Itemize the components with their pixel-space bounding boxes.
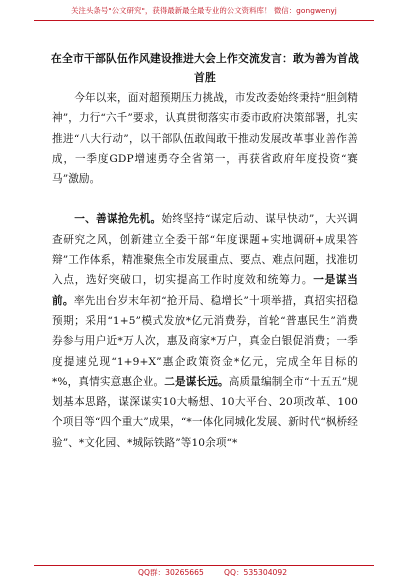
footer-qq-contact: QQ：535304092 <box>224 568 288 577</box>
subpoint-label: 二是谋长远。 <box>164 375 229 388</box>
header-banner <box>0 0 408 20</box>
header-divider <box>34 20 374 21</box>
subpoint-label: 一是谋当前。 <box>52 274 358 307</box>
document-body <box>52 88 358 453</box>
paragraph-intro: 今年以来，面对超预期压力挑战，市发改委始终秉持“胆剑精神”，力行“六千”要求，认真贯彻落实市委市政府决策部署，扎实推进“八大行动”，以干部队伍敢闯敢干推动发展改革事业善作善成，一季度GDP增速勇夺全省第一，再获省政府年度投资“赛马”激励。 <box>52 92 358 186</box>
footer-qq-group: QQ群：30265665 <box>138 568 204 577</box>
section-heading: 一、善谋抢先机。 <box>74 213 162 226</box>
section-text: 始终坚持“谋定后动、谋早快动”，大兴调查研究之风，创新建立全委干部“年度课题+实地调研+成果答辩”工作体系，精准聚焦全市发展重点、要点、难点问题，找准切入点，选好突破口，切实提高工作时度效和统筹力。 <box>52 213 358 287</box>
document-title: 在全市干部队伍作风建设推进大会上作交流发言：敢为善为首战首胜 <box>51 52 359 84</box>
paragraph-section-1 <box>52 209 358 453</box>
footer-bar <box>0 566 408 580</box>
subpoint-text: 高质量编制全市“十五五”规划基本思路，谋深谋实10大畅想、10大平台、20项改革、100个项目等“四个重大”成果，“*一体化同城化发展、新时代“枫桥经验”、*文化园、*城际铁路”等10余项“* <box>52 375 358 449</box>
subpoint-text: 率先出台岁末年初“抢开局、稳增长”十项举措，真招实招稳预期；采用“1+5”模式发放*亿元消费券，首轮“普惠民生”消费券参与用户近*万人次，惠及商家*万户，真金白银促消费；一季度提速兑现“1+9+X”惠企政策资金*亿元，完成全年目标的*%，真情实意惠企业。 <box>52 294 359 388</box>
header-banner-text: 关注头条号"公文研究"，获得最新最全最专业的公文资料库！ 微信：gongwenyj <box>71 5 337 15</box>
